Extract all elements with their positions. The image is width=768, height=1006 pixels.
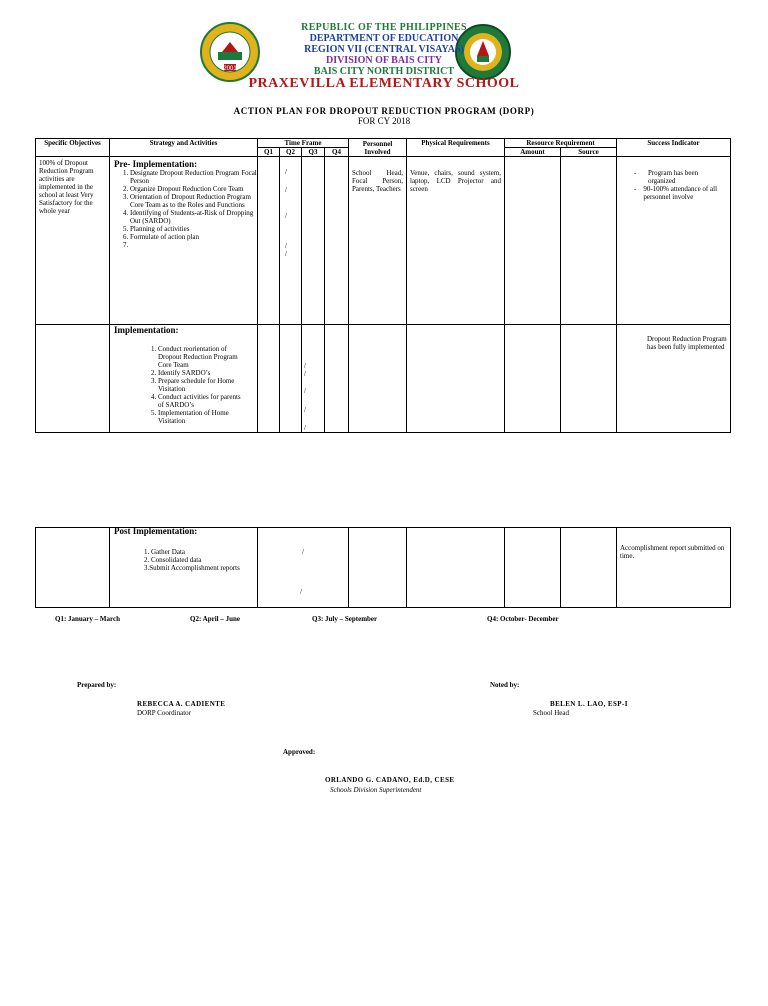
check-mark: / <box>285 250 287 258</box>
prepared-by-name: REBECCA A. CADIENTE <box>137 700 226 708</box>
check-mark: / <box>304 406 306 414</box>
list-item: 2. Identify SARDO’s <box>158 369 248 377</box>
header-q4: Q4 <box>325 148 349 157</box>
document-subtitle: FOR CY 2018 <box>357 116 411 126</box>
check-mark: / <box>285 186 287 194</box>
prepared-by-role: DORP Coordinator <box>137 709 191 717</box>
header-objectives: Specific Objectives <box>36 139 110 157</box>
pre-indicator-1: Program has been organized <box>647 169 699 185</box>
header-personnel: Personnel Involved <box>349 139 407 157</box>
check-mark: / <box>285 242 287 250</box>
list-item: 1. Designate Dropout Reduction Program Focal Person <box>130 169 257 185</box>
check-mark: / <box>304 424 306 432</box>
check-mark: / <box>302 548 304 556</box>
header-republic: REPUBLIC OF THE PHILIPPINES <box>301 22 467 33</box>
header-district: BAIS CITY NORTH DISTRICT <box>313 66 455 77</box>
document-title: ACTION PLAN FOR DROPOUT REDUCTION PROGRAM (DORP) <box>233 106 535 116</box>
pre-implementation-heading: Pre- Implementation: <box>114 159 198 169</box>
list-item: 1. Conduct reorientation of Dropout Reduction Program Core Team <box>158 345 248 369</box>
noted-by-role: School Head <box>533 709 569 717</box>
list-item: 5. Planning of activities <box>130 225 257 233</box>
header-q2: Q2 <box>280 148 302 157</box>
pre-indicators: - Program has been organized - 90-100% attendance of all personnel involve <box>617 157 730 203</box>
header-resource: Resource Requirement <box>505 139 617 148</box>
header-department: DEPARTMENT OF EDUCATION <box>309 33 459 44</box>
impl-indicator: Dropout Reduction Program has been fully implemented <box>647 335 727 351</box>
list-item: 3. Prepare schedule for Home Visitation <box>158 377 248 393</box>
header-strategy: Strategy and Activities <box>110 139 258 157</box>
header-q1: Q1 <box>258 148 280 157</box>
quarter-legend-q2: Q2: April – June <box>190 615 240 623</box>
noted-by-name: BELEN L. LAO, ESP-I <box>550 700 628 708</box>
quarter-legend-q3: Q3: July – September <box>312 615 378 623</box>
quarter-legend-q1: Q1: January – March <box>55 615 121 623</box>
action-plan-table <box>35 138 731 433</box>
quarter-legend-q4: Q4: October- December <box>487 615 559 623</box>
list-item <box>130 241 257 249</box>
post-implementation-table <box>35 527 731 608</box>
check-mark: / <box>304 387 306 395</box>
post-implementation-heading: Post Implementation: <box>114 526 198 536</box>
check-mark: / <box>300 588 302 596</box>
approved-name: ORLANDO G. CADANO, Ed.D, CESE <box>325 776 455 784</box>
noted-by-label: Noted by: <box>490 681 520 689</box>
header-source: Source <box>561 148 617 157</box>
header-physical: Physical Requirements <box>407 139 505 157</box>
list-item: 4. Conduct activities for parents of SARDO’s <box>158 393 248 409</box>
list-item: 4. Identifying of Students-at-Risk of Dropping Out (SARDO) <box>130 209 257 225</box>
post-implementation-list <box>110 536 257 572</box>
objective-text: 100% of Dropout Reduction Program activities are implemented in the school at least Very Satisfactory for the whole year <box>39 159 94 215</box>
approved-role: Schools Division Superintendent <box>330 786 422 794</box>
pre-implementation-list <box>110 169 257 249</box>
approved-label: Approved: <box>283 748 316 756</box>
check-mark: / <box>285 168 287 176</box>
check-mark: / <box>304 362 306 370</box>
school-name: PRAXEVILLA ELEMENTARY SCHOOL <box>248 76 520 91</box>
header-q3: Q3 <box>302 148 325 157</box>
implementation-row <box>36 325 731 433</box>
check-mark: / <box>285 212 287 220</box>
pre-indicator-2: 90-100% attendance of all personnel involve <box>643 185 718 201</box>
list-item: 6. Formulate of action plan <box>130 233 257 241</box>
implementation-list <box>110 345 248 425</box>
header-region: REGION VII (CENTRAL VISAYAS) <box>304 44 464 55</box>
header-indicator: Success Indicator <box>617 139 731 157</box>
post-indicator: Accomplishment report submitted on time. <box>620 544 725 560</box>
header-timeframe: Time Frame <box>258 139 349 148</box>
list-item: 1. Gather Data <box>144 548 186 556</box>
header-amount: Amount <box>505 148 561 157</box>
implementation-heading: Implementation: <box>114 325 179 335</box>
pre-physical: Venue, chairs, sound system, laptop, LCD Projector and screen <box>410 169 501 193</box>
header-division: DIVISION OF BAIS CITY <box>325 55 443 66</box>
pre-personnel: School Head, Focal Person, Parents, Teachers <box>352 169 403 193</box>
pre-implementation-row <box>36 157 731 325</box>
list-item: 5. Implementation of Home Visitation <box>158 409 248 425</box>
prepared-by-label: Prepared by: <box>77 681 117 689</box>
check-mark: / <box>304 370 306 378</box>
svg-text:2001: 2001 <box>223 66 237 72</box>
list-item: 3. Orientation of Dropout Reduction Program Core Team as to the Roles and Functions <box>130 193 257 209</box>
list-item: 3.Submit Accomplishment reports <box>144 564 240 572</box>
list-item: 2. Consolidated data <box>144 556 202 564</box>
list-item: 2. Organize Dropout Reduction Core Team <box>130 185 257 193</box>
